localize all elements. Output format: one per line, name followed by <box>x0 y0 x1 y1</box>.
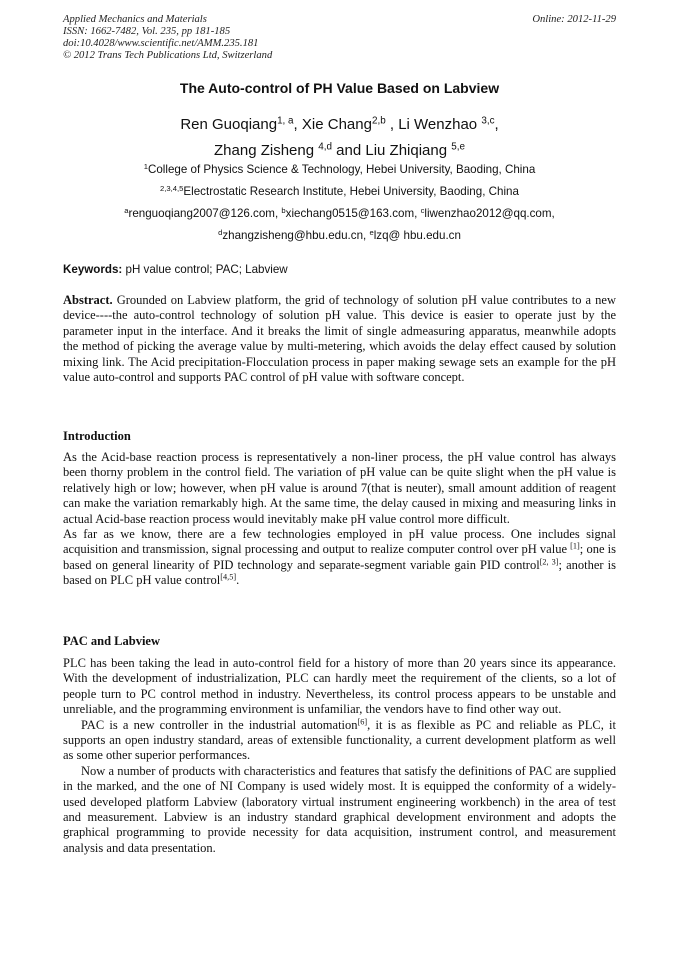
email-line-1 <box>63 207 616 221</box>
author-name: Liu Zhiqiang <box>365 142 448 159</box>
introduction-body <box>63 450 616 589</box>
email: zhangzisheng@hbu.edu.cn, <box>222 229 370 242</box>
paper-title: The Auto-control of PH Value Based on Labview <box>179 80 500 96</box>
online-date: Online: 2012-11-29 <box>532 14 616 25</box>
email-sup: a <box>124 205 129 215</box>
issn-line: ISSN: 1662-7482, Vol. 235, pp 181-185 <box>63 26 231 37</box>
pac-body <box>63 656 616 856</box>
author-name: Zhang Zisheng <box>214 142 315 159</box>
affiliation-text: College of Physics Science & Technology, Hebei University, Baoding, China <box>147 163 536 176</box>
author-name: Ren Guoqiang <box>180 116 278 133</box>
paragraph: Now a number of products with characteristics and features that satisfy the definitions of PAC are supplied in the marked, and the one of NI Company is used widely most. It is equipped the conformity of a widely-used developed platform Labview (laboratory virtual instrument engineering workbench) in the area of test and measurement. Labview is an industry standard graphical development environment and adopts the graphical programming to provide necessity for data acquisition, instrument control, and measurement analysis and data presentation. <box>63 763 616 855</box>
paragraph-text: ; another is based on PLC pH value control <box>63 557 617 588</box>
email-line-2 <box>63 229 616 243</box>
paragraph-text: PAC is a new controller in the industrial automation <box>81 717 358 732</box>
citation: [1] <box>570 541 580 551</box>
email: liwenzhao2012@qq.com, <box>424 207 555 220</box>
affiliation-sup: 1 <box>143 161 148 171</box>
copyright-line: © 2012 Trans Tech Publications Ltd, Switzerland <box>63 50 273 61</box>
author-line-2: Zhang Zisheng $^{4,d}$ and Liu Zhiqiang $^{5,e}$ <box>214 141 465 159</box>
paragraph-text: , it is as flexible as PC and reliable as PLC, it supports an open industry standard, areas of extensible functionality, a current development platform as well as some other superior performances. <box>63 717 616 763</box>
email-sup: b <box>281 205 286 215</box>
author-line-1: Ren Guoqiang$^{1, a}$, Xie Chang$^{2,b}$ , Li Wenzhao $^{3,c}$, <box>180 115 499 133</box>
abstract <box>63 293 616 385</box>
email-sup: e <box>369 227 374 237</box>
abstract-label: Abstract. <box>63 293 113 307</box>
author-name: Li Wenzhao <box>398 116 478 133</box>
section-heading-introduction: Introduction <box>63 429 131 443</box>
affiliation-1 <box>63 163 616 177</box>
email-sup: c <box>420 205 425 215</box>
paragraph <box>63 527 616 589</box>
paragraph-text: . <box>236 573 240 588</box>
paragraph: As the Acid-base reaction process is representatively a non-liner process, the pH value control has always been thorny problem in the control field. The variation of pH value can be quite slight when the pH value is relatively high or low; however, when pH value is around 7(that is neuter), small amount addition of reagent can make the variation remarkably high. At the same time, the delay caused in mixing and measuring links in actual Acid-base reaction process would inevitably make pH value control more difficult. <box>63 450 616 526</box>
journal-name: Applied Mechanics and Materials <box>63 14 207 25</box>
author-name: Xie Chang <box>301 116 372 133</box>
paragraph-text: As far as we know, there are a few technologies employed in pH value process. One includes signal acquisition and transmission, signal processing and output to realize computer control over pH value <box>63 527 616 557</box>
doi-line: doi:10.4028/www.scientific.net/AMM.235.181 <box>63 38 259 49</box>
section-heading-pac: PAC and Labview <box>63 634 161 648</box>
email: xiechang0515@163.com, <box>285 207 421 220</box>
affiliation-sup: 2,3,4,5 <box>160 183 184 193</box>
email: lzq@ hbu.edu.cn <box>373 229 461 242</box>
email: renguoqiang2007@126.com, <box>128 207 282 220</box>
keywords <box>63 263 616 276</box>
paragraph: PLC has been taking the lead in auto-control field for a history of more than 20 years since its appearance. With the development of industrialization, PLC can hardly meet the requirement of the clients, so a lot of people turn to PC control method in industry. Nevertheless, its control process appears to be unstable and unreliable, and the programming environment is unfamiliar, the vendors have to find other way out. <box>63 656 616 717</box>
journal-header <box>63 14 616 62</box>
keywords-text: pH value control; PAC; Labview <box>122 263 288 276</box>
author-sup: 2,b <box>371 115 386 127</box>
affiliation-text: Electrostatic Research Institute, Hebei University, Baoding, China <box>183 185 519 198</box>
abstract-text: Grounded on Labview platform, the grid of technology of solution pH value contributes to a new device----the auto-control technology of solution pH value. This device is easier to operate just by the parameter input in the interface. And it breaks the limit of single admeasuring apparatus, meanwhile adopts the method of picking the average value by multi-metering, which avoids the delay effect caused by solution mixing link. The Acid precipitation-Flocculation process in paper making sewage sets an example for the pH value auto-control and supports PAC control of pH value with software concept. <box>63 293 616 385</box>
keywords-label: Keywords: <box>63 263 123 276</box>
paragraph-text: ; one is based on general linearity of PID technology and separate-segment variable gain PID control <box>63 542 617 572</box>
affiliation-2 <box>63 185 616 199</box>
citation: [2, 3] <box>539 557 559 567</box>
author-sup: 3,c <box>481 115 495 127</box>
citation: [4,5] <box>220 572 237 582</box>
author-list <box>63 112 616 164</box>
author-sup: 4,d <box>318 141 332 153</box>
author-sup: 5,e <box>451 141 465 153</box>
author-sup: 1, a <box>277 115 294 127</box>
paragraph <box>63 718 616 764</box>
citation: [6] <box>357 717 368 727</box>
email-sup: d <box>218 227 223 237</box>
